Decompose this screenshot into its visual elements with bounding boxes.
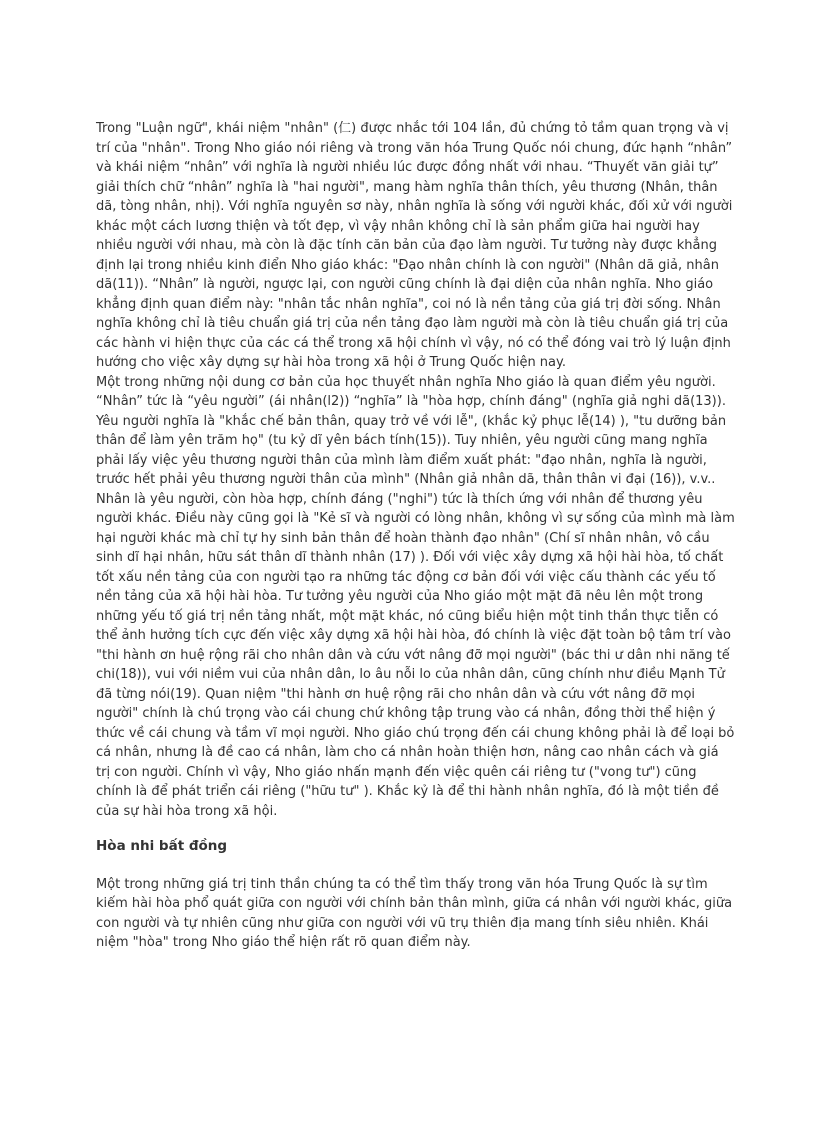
body-paragraph-2: Một trong những nội dung cơ bản của học thuyết nhân nghĩa Nho giáo là quan điểm yêu người. “Nhân” tức là “yêu người” (ái nhân(l2)) “nghĩa” là "hòa hợp, chính đáng" (nghĩa giả nghi dã(13)). Yêu người nghĩa là "khắc chế bản thân, quay trở về với lễ", (khắc kỷ phục lễ(14) ), "tu dưỡng bản thân để làm yên trăm họ" (tu kỷ dĩ yên bách tính(15)). Tuy nhiên, yêu người cũng mang nghĩa phải lấy việc yêu thương người thân của mình làm điểm xuất phát: "đạo nhân, nghĩa là người, trước hết phải yêu thương người thân của mình" (Nhân giả nhân dã, thân thân vi đại (16)), v.v.. Nhân là yêu người, còn hòa hợp, chính đáng ("nghi") tức là thích ứng với nhân để thương yêu người khác. Điều này cũng gọi là "Kẻ sĩ và người có lòng nhân, không vì sự sống của mình mà làm hại người khác mà chỉ tự hy sinh bản thân để hoàn thành đạo nhân" (Chí sĩ nhân nhân, vô cầu sinh dĩ hại nhân, hữu sát thân dĩ thành nhân (17) ). Đối với việc xây dựng xã hội hài hòa, tố chất tốt xấu nền tảng của con người tạo ra những tác động cơ bản đối với việc cấu thành các yếu tố nền tảng của xã hội hài hòa. Tư tưởng yêu người của Nho giáo một mặt đã nêu lên một trong những yếu tố giá trị nền tảng nhất, một mặt khác, nó cũng biểu hiện một tinh thần thực tiễn có thể ảnh hưởng tích cực đến việc xây dựng xã hội hài hòa, đó chính là việc đặt toàn bộ tâm trí vào "thi hành ơn huệ rộng rãi cho nhân dân và cứu vớt nâng đỡ mọi người" (bác thi ư dân nhi năng tế chi(18)), vui với niềm vui của nhân dân, lo âu nỗi lo của nhân dân, cũng chính như điều Mạnh Tử đã từng nói(19). Quan niệm "thi hành ơn huệ rộng rãi cho nhân dân và cứu vớt nâng đỡ mọi người" chính là chú trọng vào cái chung chứ không tập trung vào cá nhân, đồng thời thể hiện ý thức về cái chung và tầm vĩ mọi người. Nho giáo chú trọng đến cái chung không phải là để loại bỏ cá nhân, nhưng là đề cao cá nhân, làm cho cá nhân hoàn thiện hơn, nâng cao nhân cách và giá trị con người. Chính vì vậy, Nho giáo nhấn mạnh đến việc quên cái riêng tư ("vong tư") cũng chính là để phát triển cái riêng ("hữu tư" ). Khắc kỷ là để thi hành nhân nghĩa, đó là một tiền đề của sự hài hòa trong xã hội. (96, 374, 735, 819)
section-heading: Hòa nhi bất đồng (96, 838, 228, 854)
document-page (96, 119, 736, 953)
body-paragraph-1: Trong "Luận ngữ", khái niệm "nhân" (仁) được nhắc tới 104 lần, đủ chứng tỏ tầm quan trọng và vị trí của "nhân". Trong Nho giáo nói riêng và trong văn hóa Trung Quốc nói chung, đức hạnh “nhân” và khái niệm “nhân” với nghĩa là người nhiều lúc được đồng nhất với nhau. “Thuyết văn giải tự” giải thích chữ “nhân” nghĩa là "hai người", mang hàm nghĩa thân thích, yêu thương (Nhân, thân dã, tòng nhân, nhị). Với nghĩa nguyên sơ này, nhân nghĩa là sống với người khác, đối xử với người khác một cách lương thiện và tốt đẹp, vì vậy nhân không chỉ là sản phẩm giữa hai người hay nhiều người với nhau, mà còn là đặc tính căn bản của đạo làm người. Tư tưởng này được khẳng định lại trong nhiều kinh điển Nho giáo khác: "Đạo nhân chính là con người" (Nhân dã giả, nhân dã(11)). “Nhân” là người, ngược lại, con người cũng chính là đại diện của nhân nghĩa. Nho giáo khẳng định quan điểm này: "nhân tắc nhân nghĩa", coi nó là nền tảng của giá trị đời sống. Nhân nghĩa không chỉ là tiêu chuẩn giá trị của nền tảng đạo làm người mà còn là tiêu chuẩn giá trị của các hành vi hiện thực của các cá thể trong xã hội chính vì vậy, nó có thể đóng vai trò lý luận định hướng cho việc xây dựng sự hài hòa trong xã hội ở Trung Quốc hiện nay. (96, 121, 733, 370)
body-paragraph-3: Một trong những giá trị tinh thần chúng ta có thể tìm thấy trong văn hóa Trung Quốc là sự tìm kiếm hài hòa phổ quát giữa con người với chính bản thân mình, giữa cá nhân với người khác, giữa con người và tự nhiên cũng như giữa con người với vũ trụ thiên địa mang tính siêu nhiên. Khái niệm "hòa" trong Nho giáo thể hiện rất rõ quan điểm này. (96, 876, 733, 950)
